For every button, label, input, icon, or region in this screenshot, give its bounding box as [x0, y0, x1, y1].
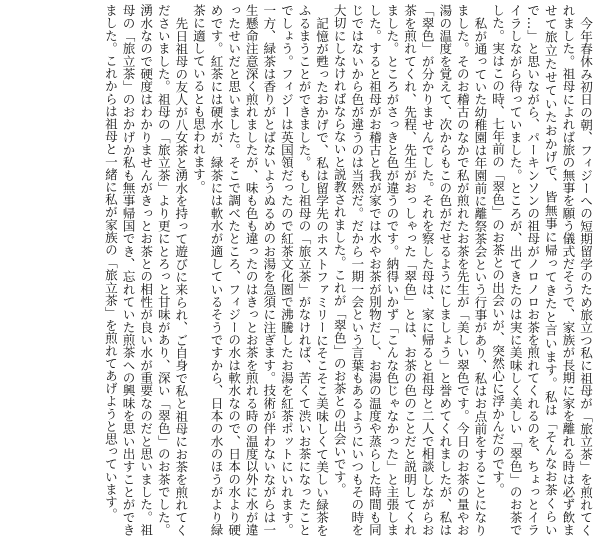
paragraph-4: 先日祖母の友人が八女茶と湧水を持って遊びに来られ、ご自身で私と祖母にお茶を煎れてくださいました。祖母の「旅立茶」より更にとろっと甘味があり、深い「翠色」のお茶でした。湧水なので硬度はわかりませんがきっとお茶との相性が良い水が重要なのだと思いました。祖母の「旅立茶」のおかげか私も無事帰国でき、忘れていた煎茶への興味を思い出すことができました。これからは祖母と一緒に私が家族の「旅立茶」を煎れてあげようと思っています。	[102, 4, 189, 536]
paragraph-3: 記憶が甦ったおかげで、私は留学先のホストファミリーにそこそこ美味しくて美しい緑茶をふるまうことができました。もし祖母の「旅立茶」がなければ、苦くて渋いお茶になったことでしょう。フィジーは英国領だったので紅茶文化圏で沸騰したお湯を紅茶ポットにいれます。一方、緑茶は香りがとばないようぬるめのお湯を急須に注ぎます。技術が伴わないながらは一生懸命注意深く煎れましたが、味も色も違ったのはきっとお茶を煎れる時の温度以外に水が違ったせいだと思いました。そこで調べたところ、フィジーの水は軟水なので、日本の水より硬めです。紅茶には硬水が、緑茶には軟水が適しているそうですから、日本の水のほうがより緑茶に適しているとも思われます。	[190, 4, 330, 536]
paragraph-2: 私が通っていた幼稚園は年園前に離祭茶会という行事があり、私はお点前をすることになりました。そのお稽古のなかで私が煎れたお茶を先生が「美しい翠色です。今日のお茶の量やお湯の温度を覚えて、次からもこの色がだせるようにしましょう」と誉めてくれましたが、私は「翠色」が分かりませんでした。それを察した母は、家に帰ると祖母と二人で相談しながらお茶を煎れてくれ、先程、先生がおっしゃった「翠色」とは、お茶の色のことだと説明してくれました。ところがさっきと色が違うのです。納得いかず「こんな色じゃなかった」と主張しました。すると祖母がお稽古と我が家では水やお茶が別物だし、お湯の温度や蒸らした時間も同じではないから色が違うのは当然だ。だから一期一会という言葉もあるようにいつもその時を大切にしなければならないと説教されました。これが「翠色」のお茶との出会いです。	[331, 4, 488, 536]
essay-body	[6, 4, 594, 536]
paragraph-1: 今年春休み初日の朝、フィジーへの短期留学のため旅立つ私に祖母が「旅立茶」を煎れてくれました。祖母によれば旅の無事を願う儀式だそうで、家族が長期に家を離れる時は必ず飲ませて旅立たせていたおかげで、皆無事に帰ってきたと言います。私は「そんなお茶くらいで…」と思いながら、パーキンソンの祖母がノロノロお茶を煎れてくれるのを、ちょっとイライラしながら待っていました。ところが、出てきたのは実に美味しく美しい「翠色」のお茶でした。実はこの時、七年前の「翠色」のお茶との出会いが、突然心に浮かんだのです。	[490, 4, 593, 536]
